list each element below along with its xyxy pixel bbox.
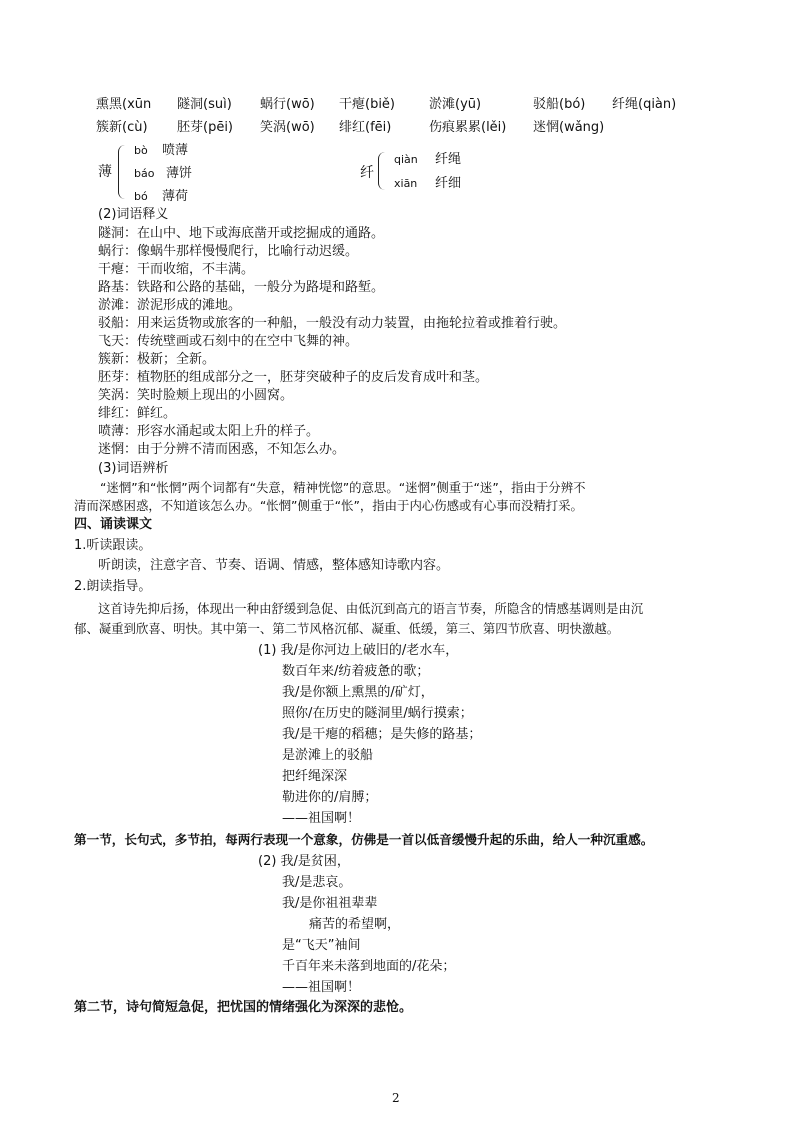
paragraph: 这首诗先抑后扬，体现出一种由舒缓到急促、由低沉到高亢的语言节奏，所隐含的情感基调则是由沉 bbox=[98, 601, 644, 616]
definition: 隧洞：在山中、地下或海底凿开或挖掘成的通路。 bbox=[98, 226, 385, 241]
poem-line: ——祖国啊！ bbox=[282, 811, 361, 826]
vocab-item: 笑涡(wō) bbox=[260, 120, 315, 135]
definition: 干瘪：干而收缩，不丰满。 bbox=[98, 262, 255, 277]
distinction-text: “迷惘”和“怅惘”两个词都有“失意，精神恍惚”的意思。“迷惘”侧重于“迷”，指由于分辨不 bbox=[100, 480, 586, 495]
poem-line: 勒进你的/肩膊； bbox=[282, 790, 378, 805]
brace bbox=[118, 145, 125, 199]
sub-heading: 1.听读跟读。 bbox=[74, 538, 152, 553]
definition: 绯红：鲜红。 bbox=[98, 406, 177, 421]
definition: 路基：铁路和公路的基础，一般分为路堤和路堑。 bbox=[98, 280, 385, 295]
definition: 蜗行：像蜗牛那样慢慢爬行，比喻行动迟缓。 bbox=[98, 244, 359, 259]
vocab-item: 干瘪(biě) bbox=[339, 97, 396, 112]
definition: 淤滩：淤泥形成的滩地。 bbox=[98, 298, 242, 313]
poem-line: ——祖国啊！ bbox=[282, 980, 361, 995]
pinyin: báo bbox=[134, 167, 155, 180]
definition: 喷薄：形容水涌起或太阳上升的样子。 bbox=[98, 424, 320, 439]
vocab-item: 熏黑(xūn bbox=[96, 97, 152, 112]
polyphone-char: 纤 bbox=[360, 165, 374, 181]
stanza-comment: 第二节，诗句简短急促，把忧国的情绪强化为深深的悲怆。 bbox=[74, 1000, 413, 1015]
poem-line: (2) 我/是贫困， bbox=[258, 854, 350, 869]
poem-line: 是淤滩上的驳船 bbox=[282, 748, 374, 763]
poem-line: 是“飞天”袖间 bbox=[282, 938, 361, 953]
definition: 迷惘：由于分辨不清而困惑，不知怎么办。 bbox=[98, 442, 346, 457]
definition: 胚芽：植物胚的组成部分之一，胚芽突破种子的皮后发育成叶和茎。 bbox=[98, 370, 489, 385]
word: 喷薄 bbox=[162, 143, 189, 158]
vocab-item: 簇新(cù) bbox=[96, 120, 148, 135]
pinyin: bò bbox=[134, 144, 148, 157]
poem-line: 把纤绳深深 bbox=[282, 769, 348, 784]
poem-line: 我/是干瘪的稻穗；是失修的路基； bbox=[282, 727, 482, 742]
vocab-item: 胚芽(pēi) bbox=[177, 120, 234, 135]
paragraph: 听朗读，注意字音、节奏、语调、情感，整体感知诗歌内容。 bbox=[98, 558, 450, 573]
definition: 飞天：传统壁画或石刻中的在空中飞舞的神。 bbox=[98, 334, 359, 349]
brace bbox=[378, 152, 385, 190]
poem-line: (1) 我/是你河边上破旧的/老水车， bbox=[258, 643, 459, 658]
polyphone-char: 薄 bbox=[98, 164, 112, 180]
stanza-comment: 第一节，长句式，多节拍，每两行表现一个意象，仿佛是一首以低音缓慢升起的乐曲，给人一种沉重感。 bbox=[74, 832, 654, 847]
poem-line: 照你/在历史的隧洞里/蜗行摸索； bbox=[282, 706, 473, 721]
word: 纤细 bbox=[435, 176, 462, 191]
pinyin: xiān bbox=[394, 177, 418, 190]
vocab-item: 迷惘(wǎng) bbox=[533, 120, 605, 135]
poem-line: 我/是你祖祖辈辈 bbox=[282, 896, 378, 911]
poem-line: 我/是悲哀。 bbox=[282, 875, 352, 890]
page-number: 2 bbox=[392, 1091, 400, 1105]
word: 薄饼 bbox=[166, 166, 193, 181]
section-heading: (2)词语释义 bbox=[98, 207, 169, 222]
word: 纤绳 bbox=[435, 152, 462, 167]
poem-line: 我/是你额上熏黑的/矿灯， bbox=[282, 685, 434, 700]
definition: 簇新：极新；全新。 bbox=[98, 352, 216, 367]
paragraph: 郁、凝重到欣喜、明快。其中第一、第二节风格沉郁、凝重、低缓，第三、第四节欣喜、明快激越。 bbox=[74, 621, 620, 636]
vocab-item: 绯红(fēi) bbox=[339, 120, 392, 135]
word: 薄荷 bbox=[162, 189, 189, 204]
poem-line: 数百年来/纺着疲惫的歌； bbox=[282, 664, 430, 679]
vocab-item: 纤绳(qiàn) bbox=[612, 97, 677, 112]
section-heading: (3)词语辨析 bbox=[98, 461, 169, 476]
pinyin: bó bbox=[134, 190, 148, 203]
part-heading: 四、诵读课文 bbox=[74, 517, 153, 532]
vocab-item: 蜗行(wō) bbox=[260, 97, 315, 112]
sub-heading: 2.朗读指导。 bbox=[74, 579, 152, 594]
definition: 驳船：用来运货物或旅客的一种船，一般没有动力装置，由拖轮拉着或推着行驶。 bbox=[98, 316, 567, 331]
poem-line: 痛苦的希望啊， bbox=[309, 917, 401, 932]
pinyin: qiàn bbox=[394, 153, 418, 166]
vocab-item: 伤痕累累(lěi) bbox=[429, 120, 507, 135]
vocab-item: 淤滩(yū) bbox=[429, 97, 482, 112]
vocab-item: 隧洞(suì) bbox=[177, 97, 232, 112]
distinction-text: 清而深感困惑，不知道该怎么办。“怅惘”侧重于“怅”，指由于内心伤感或有心事而没精打采。 bbox=[74, 498, 583, 513]
vocab-item: 驳船(bó) bbox=[533, 97, 586, 112]
poem-line: 千百年来未落到地面的/花朵； bbox=[282, 959, 456, 974]
definition: 笑涡：笑时脸颊上现出的小圆窝。 bbox=[98, 388, 294, 403]
